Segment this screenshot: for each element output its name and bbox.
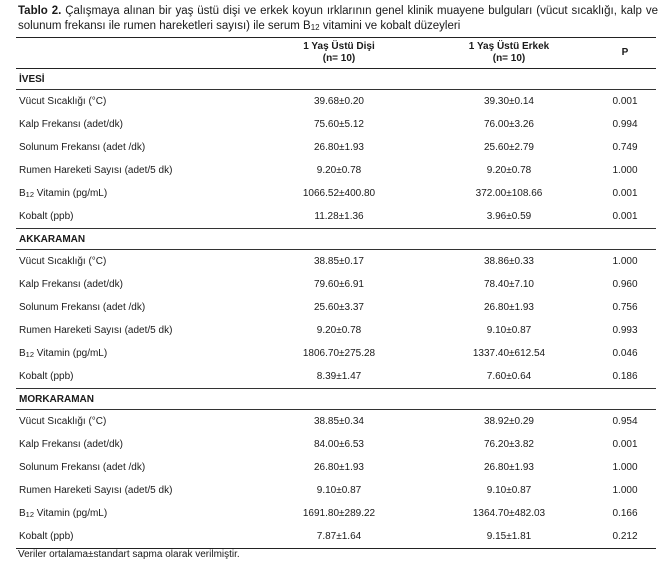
cell-p: 1.000 [612, 485, 638, 496]
cell-p: 0.046 [612, 348, 638, 359]
table-row [16, 502, 656, 525]
table-row [16, 342, 656, 365]
table-row [16, 273, 656, 296]
row-label-prefix: B [19, 188, 26, 199]
group-header-row [16, 69, 656, 90]
table-row [16, 456, 656, 479]
group-header-row [16, 229, 656, 250]
table-row [16, 90, 656, 114]
table-row [16, 136, 656, 159]
caption-text: Çalışmaya alınan bir yaş üstü dişi ve erkek koyun ırklarının genel klinik muayene bulguları (vücut sıcaklığı, kalp ve solunum frekansı ile rumen hareketleri sayısı) ile serum B [18, 5, 658, 32]
cell-female: 79.60±6.91 [314, 279, 364, 290]
group-header-row [16, 389, 656, 410]
header-male: 1 Yaş Üstü Erkek (n= 10) [424, 38, 594, 69]
cell-male: 9.10±0.87 [486, 325, 532, 336]
cell-p: 0.756 [612, 302, 638, 313]
cell-p: 0.960 [612, 279, 638, 290]
cell-male: 38.86±0.33 [484, 256, 534, 267]
row-label: Solunum Frekansı (adet /dk) [19, 142, 146, 153]
cell-female: 1691.80±289.22 [302, 508, 376, 519]
table-row [16, 525, 656, 549]
cell-male: 25.60±2.79 [484, 142, 534, 153]
footnote: Veriler ortalama±standart sapma olarak verilmiştir. [18, 549, 240, 560]
cell-female: 9.20±0.78 [316, 325, 362, 336]
cell-male: 1337.40±612.54 [472, 348, 546, 359]
row-label [16, 182, 254, 205]
row-label: Vücut Sıcaklığı (°C) [19, 256, 107, 267]
cell-male: 9.15±1.81 [424, 525, 594, 549]
table-caption [18, 4, 658, 33]
row-label: Kalp Frekansı (adet/dk) [19, 119, 123, 130]
table-row [16, 433, 656, 456]
cell-male: 3.96±0.59 [486, 211, 532, 222]
row-label: Rumen Hareketi Sayısı (adet/5 dk) [19, 325, 173, 336]
cell-p: 0.994 [612, 119, 638, 130]
cell-female: 11.28±1.36 [314, 211, 364, 222]
header-p: P [594, 38, 656, 69]
cell-female: 7.87±1.64 [254, 525, 424, 549]
row-label-suffix: Vitamin (pg/mL) [34, 188, 108, 199]
table-row [16, 205, 656, 229]
cell-male: 372.00±108.66 [475, 188, 543, 199]
cell-male: 1364.70±482.03 [472, 508, 546, 519]
row-label: Vücut Sıcaklığı (°C) [19, 416, 107, 427]
cell-p: 0.166 [612, 508, 638, 519]
cell-male: 26.80±1.93 [484, 302, 534, 313]
cell-female: 38.85±0.34 [314, 416, 364, 427]
cell-female: 1806.70±275.28 [302, 348, 376, 359]
row-label: Kobalt (ppb) [19, 211, 74, 222]
row-label: Kobalt (ppb) [16, 525, 254, 549]
row-label: Kobalt (ppb) [19, 371, 74, 382]
header-row [16, 38, 656, 69]
cell-male: 9.20±0.78 [486, 165, 532, 176]
cell-male: 26.80±1.93 [484, 462, 534, 473]
row-label-prefix: B [19, 508, 26, 519]
cell-female: 75.60±5.12 [314, 119, 364, 130]
cell-female: 9.10±0.87 [316, 485, 362, 496]
cell-female: 1066.52±400.80 [302, 188, 376, 199]
cell-p: 0.993 [612, 325, 638, 336]
table-row [16, 182, 656, 205]
cell-female: 26.80±1.93 [314, 142, 364, 153]
row-label-subscript: 12 [25, 510, 35, 519]
cell-p: 0.001 [612, 439, 638, 450]
cell-p: 1.000 [612, 256, 638, 267]
cell-female: 38.85±0.17 [314, 256, 364, 267]
table-row [16, 410, 656, 434]
table-row [16, 113, 656, 136]
caption-label: Tablo 2. [18, 5, 62, 17]
cell-female: 39.68±0.20 [314, 96, 364, 107]
group-name: İVESİ [16, 69, 656, 90]
cell-p: 0.212 [594, 525, 656, 549]
row-label-suffix: Vitamin (pg/mL) [34, 508, 108, 519]
cell-male: 39.30±0.14 [484, 96, 534, 107]
group-name: MORKARAMAN [16, 389, 656, 410]
header-blank [16, 38, 254, 69]
cell-female: 84.00±6.53 [314, 439, 364, 450]
data-table [16, 37, 656, 549]
row-label: Solunum Frekansı (adet /dk) [19, 462, 146, 473]
row-label-subscript: 12 [25, 190, 35, 199]
cell-p: 0.954 [612, 416, 638, 427]
cell-p: 1.000 [612, 165, 638, 176]
table-row [16, 479, 656, 502]
table-row [16, 319, 656, 342]
row-label-subscript: 12 [25, 350, 35, 359]
cell-p: 0.001 [612, 188, 638, 199]
cell-male: 76.00±3.26 [484, 119, 534, 130]
cell-male: 76.20±3.82 [484, 439, 534, 450]
cell-p: 0.186 [612, 371, 638, 382]
cell-female: 26.80±1.93 [314, 462, 364, 473]
row-label: Kalp Frekansı (adet/dk) [19, 439, 123, 450]
cell-p: 0.001 [612, 211, 638, 222]
caption-subscript: 12 [310, 22, 320, 32]
cell-male: 38.92±0.29 [484, 416, 534, 427]
group-name: AKKARAMAN [16, 229, 656, 250]
cell-male: 78.40±7.10 [484, 279, 534, 290]
cell-female: 8.39±1.47 [316, 371, 362, 382]
table-row [16, 250, 656, 274]
table-row [16, 296, 656, 319]
row-label-suffix: Vitamin (pg/mL) [34, 348, 108, 359]
cell-p: 1.000 [612, 462, 638, 473]
row-label: Vücut Sıcaklığı (°C) [19, 96, 107, 107]
cell-female: 25.60±3.37 [314, 302, 364, 313]
row-label: Solunum Frekansı (adet /dk) [19, 302, 146, 313]
header-female: 1 Yaş Üstü Dişi (n= 10) [254, 38, 424, 69]
cell-male: 9.10±0.87 [486, 485, 532, 496]
row-label [16, 342, 254, 365]
row-label: Kalp Frekansı (adet/dk) [19, 279, 123, 290]
cell-p: 0.001 [612, 96, 638, 107]
caption-text-end: vitamini ve kobalt düzeyleri [319, 19, 461, 32]
table-row [16, 159, 656, 182]
row-label: Rumen Hareketi Sayısı (adet/5 dk) [19, 485, 173, 496]
row-label-prefix: B [19, 348, 26, 359]
cell-female: 9.20±0.78 [316, 165, 362, 176]
row-label: Rumen Hareketi Sayısı (adet/5 dk) [19, 165, 173, 176]
cell-male: 7.60±0.64 [486, 371, 532, 382]
table-row [16, 365, 656, 389]
cell-p: 0.749 [612, 142, 638, 153]
row-label [16, 502, 254, 525]
